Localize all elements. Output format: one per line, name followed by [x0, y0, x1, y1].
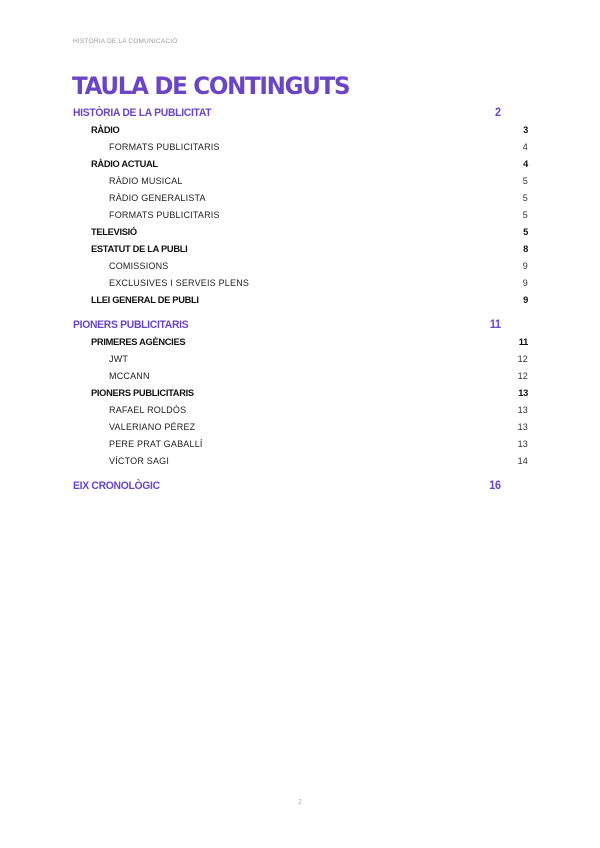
- toc-entry-page: 5: [522, 176, 528, 186]
- toc-entry-page: 14: [517, 456, 528, 466]
- toc-entry-mccann[interactable]: [73, 368, 528, 385]
- toc-entry-page: 5: [523, 227, 528, 237]
- toc-entry-radio-musical[interactable]: [73, 173, 528, 190]
- toc-entry-valeriano-perez[interactable]: [73, 419, 528, 436]
- toc-entry-label: RÀDIO ACTUAL: [91, 159, 158, 169]
- toc-entry-page: 12: [517, 354, 528, 364]
- toc-entry-label: PRIMERES AGÈNCIES: [91, 337, 186, 347]
- toc-entry-page: 12: [517, 371, 528, 381]
- toc-entry-comissions[interactable]: [73, 258, 528, 275]
- toc-entry-formats-publicitaris-2[interactable]: [73, 207, 528, 224]
- table-of-contents: [73, 104, 528, 495]
- toc-entry-label: EXCLUSIVES I SERVEIS PLENS: [109, 278, 250, 288]
- toc-entry-label: VÍCTOR SAGI: [109, 456, 170, 466]
- toc-entry-pioners-publicitaris[interactable]: [73, 316, 501, 334]
- toc-entry-televisio[interactable]: [73, 224, 528, 241]
- toc-entry-primeres-agencies[interactable]: [73, 334, 528, 351]
- toc-entry-label: FORMATS PUBLICITARIS: [109, 142, 220, 152]
- toc-entry-radio-generalista[interactable]: [73, 190, 528, 207]
- toc-entry-page: 9: [523, 295, 528, 305]
- toc-entry-pere-prat-gaballi[interactable]: [73, 436, 528, 453]
- toc-entry-label: EIX CRONOLÒGIC: [73, 480, 160, 492]
- toc-entry-label: COMISSIONS: [109, 261, 169, 271]
- page-title: TAULA DE CONTINGUTS: [72, 73, 350, 101]
- toc-entry-radio[interactable]: [73, 122, 528, 139]
- toc-entry-label: PERE PRAT GABALLÍ: [109, 439, 203, 449]
- page-number: 2: [298, 799, 302, 806]
- toc-entry-page: 4: [523, 159, 528, 169]
- toc-entry-page: 9: [522, 278, 528, 288]
- toc-entry-estatut-publi[interactable]: [73, 241, 528, 258]
- toc-entry-label: ESTATUT DE LA PUBLI: [91, 244, 188, 254]
- toc-entry-radio-actual[interactable]: [73, 156, 528, 173]
- toc-entry-label: JWT: [109, 354, 129, 364]
- toc-entry-victor-sagi[interactable]: [73, 453, 528, 470]
- toc-entry-label: RÀDIO GENERALISTA: [109, 193, 206, 203]
- toc-entry-exclusives[interactable]: [73, 275, 528, 292]
- toc-entry-rafael-roldos[interactable]: [73, 402, 528, 419]
- toc-entry-page: 3: [523, 125, 528, 135]
- toc-entry-label: PIONERS PUBLICITARIS: [73, 319, 189, 331]
- toc-entry-formats-publicitaris[interactable]: [73, 139, 528, 156]
- toc-entry-historia-publicitat[interactable]: [73, 104, 501, 122]
- toc-entry-page: 13: [517, 439, 528, 449]
- toc-entry-pioners-publicitaris-sub[interactable]: [73, 385, 528, 402]
- toc-entry-page: 5: [522, 193, 528, 203]
- toc-entry-label: HISTÒRIA DE LA PUBLICITAT: [73, 107, 212, 119]
- toc-entry-page: 13: [518, 388, 528, 398]
- toc-entry-page: 5: [522, 210, 528, 220]
- toc-entry-label: FORMATS PUBLICITARIS: [109, 210, 220, 220]
- toc-entry-jwt[interactable]: [73, 351, 528, 368]
- toc-entry-page: 4: [522, 142, 528, 152]
- toc-entry-page: 11: [518, 337, 528, 347]
- toc-entry-page: 8: [523, 244, 528, 254]
- toc-entry-eix-cronologic[interactable]: [73, 477, 501, 495]
- running-header: HISTÒRIA DE LA COMUNICACIÓ: [73, 38, 178, 45]
- toc-entry-page: 13: [517, 405, 528, 415]
- toc-entry-label: RÀDIO: [91, 125, 120, 135]
- toc-entry-page: 16: [489, 480, 501, 492]
- toc-entry-label: RAFAEL ROLDÓS: [109, 405, 187, 415]
- toc-entry-label: PIONERS PUBLICITARIS: [91, 388, 194, 398]
- toc-entry-page: 11: [489, 319, 501, 331]
- toc-entry-label: RÀDIO MUSICAL: [109, 176, 183, 186]
- toc-entry-page: 13: [517, 422, 528, 432]
- toc-entry-label: LLEI GENERAL DE PUBLI: [91, 295, 199, 305]
- toc-entry-label: MCCANN: [109, 371, 150, 381]
- toc-entry-label: TELEVISIÓ: [91, 227, 137, 237]
- toc-entry-page: 2: [494, 107, 501, 119]
- toc-entry-label: VALERIANO PÉREZ: [109, 422, 196, 432]
- toc-entry-page: 9: [522, 261, 528, 271]
- toc-entry-llei-general[interactable]: [73, 292, 528, 309]
